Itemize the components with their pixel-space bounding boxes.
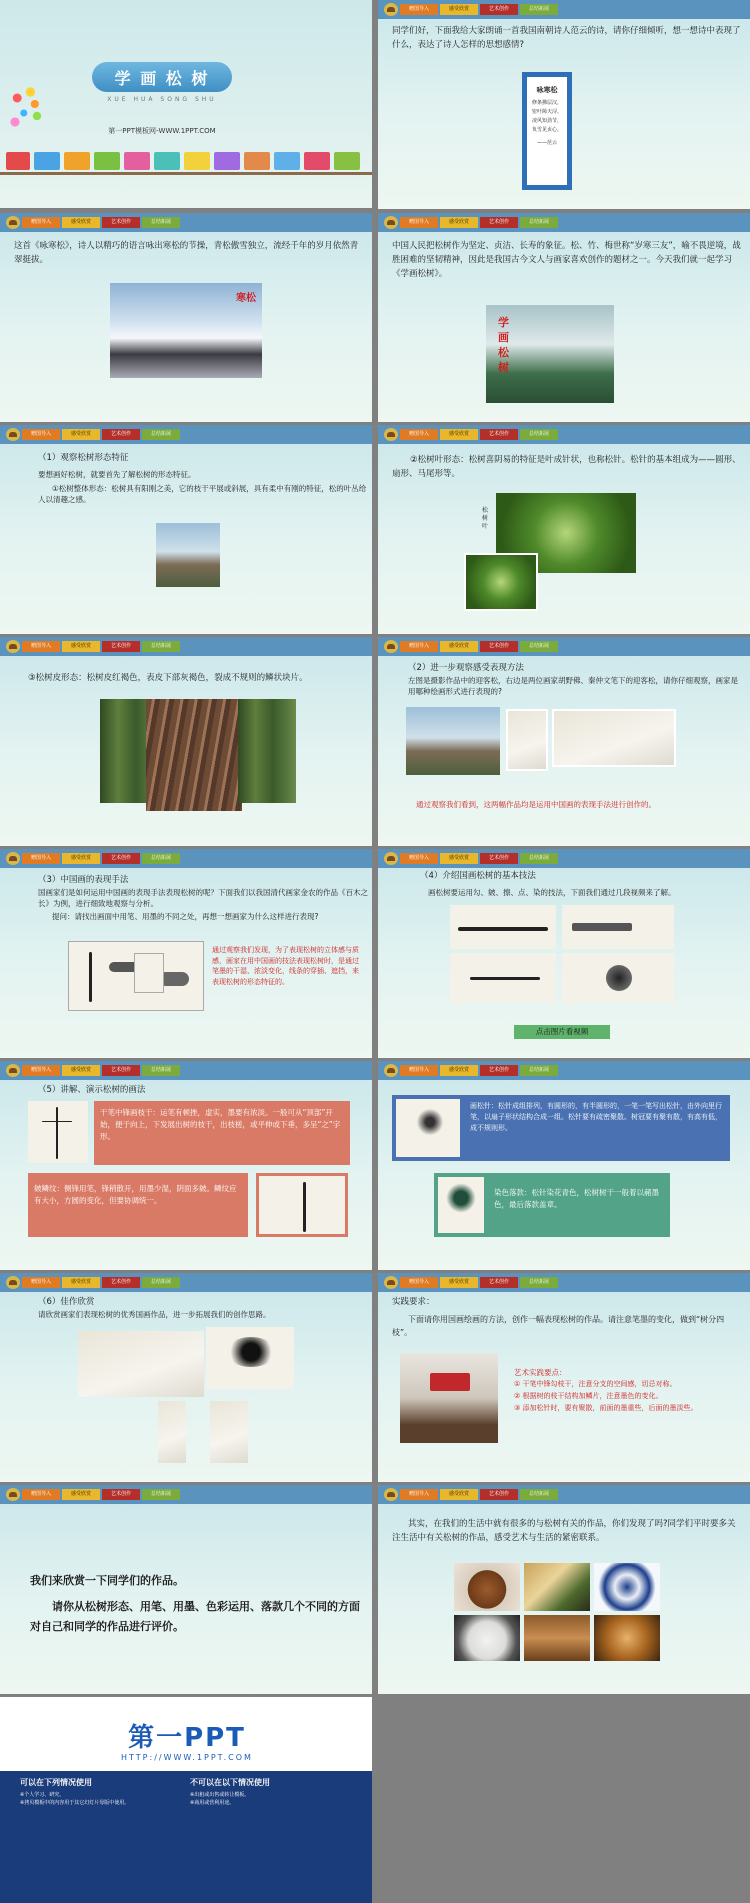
nav-tab-summary[interactable]: 总结拓展 xyxy=(142,853,180,864)
nav-tab-intro[interactable]: 赠图导入 xyxy=(22,217,60,228)
welcome-pine-painting xyxy=(552,709,676,767)
slide-poem xyxy=(378,0,750,209)
nav-tab-summary[interactable]: 总结拓展 xyxy=(142,1277,180,1288)
poem-title: 咏寒松 xyxy=(536,86,558,94)
nav-tab-appreciate[interactable]: 感受欣赏 xyxy=(440,1489,478,1500)
body-text: 国画家们是如何运用中国画的表现手法表现松树的呢？下面我们以我国清代画家金农的作品《百木之长》为例，进行细致地观察与分析。 xyxy=(38,888,368,908)
color-method-box: 染色落款：松针染花青色，松树树干一般着以赭墨色，最后落款盖章。 xyxy=(488,1173,670,1237)
can-use-line: ※个人学习、研究。 xyxy=(20,1792,65,1798)
slide-techniques xyxy=(378,849,750,1058)
watch-video-button[interactable]: 点击图片看视频 xyxy=(514,1025,610,1039)
nav-tab-create[interactable]: 艺术创作 xyxy=(102,641,140,652)
masterpiece-painting xyxy=(78,1331,204,1397)
bark-sketch xyxy=(256,1173,348,1237)
body-text: ②松树叶形态：松树喜阴易的特征是叶成针状，也称松针。松针的基本组成为——圆形、扇形、马尾形等。 xyxy=(392,455,741,479)
poem-line: 负雪见贞心。 xyxy=(531,127,562,133)
nav-bar xyxy=(0,637,372,656)
masterpiece-scroll xyxy=(158,1401,186,1463)
nav-bar xyxy=(378,1485,750,1504)
train-car xyxy=(184,152,210,170)
slide-needles xyxy=(378,425,750,634)
slide-bark xyxy=(0,637,372,846)
nav-tab-create[interactable]: 艺术创作 xyxy=(102,217,140,228)
cover-source: 第一PPT模板网-WWW.1PPT.COM xyxy=(108,127,216,135)
slide-cold-pine xyxy=(0,213,372,422)
nav-bar xyxy=(0,1273,372,1292)
logo-icon xyxy=(6,640,20,653)
train-car xyxy=(34,152,60,170)
train-car xyxy=(154,152,180,170)
logo-icon xyxy=(6,216,20,229)
nav-tab-appreciate[interactable]: 感受欣赏 xyxy=(440,641,478,652)
cup-photo xyxy=(454,1615,520,1661)
train-car xyxy=(334,152,360,170)
nav-tab-intro[interactable]: 赠图导入 xyxy=(22,1277,60,1288)
section-heading: 实践要求： xyxy=(392,1297,435,1307)
nav-tab-intro[interactable]: 赠图导入 xyxy=(400,1065,438,1076)
slide-symbol xyxy=(378,213,750,422)
nav-tab-create[interactable]: 艺术创作 xyxy=(480,217,518,228)
nav-tab-intro[interactable]: 赠图导入 xyxy=(400,1489,438,1500)
masterpiece-scroll xyxy=(210,1401,248,1463)
logo-icon xyxy=(6,428,20,441)
poem-scroll xyxy=(522,72,572,190)
slide-chinese-painting xyxy=(0,849,372,1058)
art-supplies-photo xyxy=(400,1353,498,1443)
nav-tab-summary[interactable]: 总结拓展 xyxy=(520,217,558,228)
logo-icon xyxy=(384,428,398,441)
colored-pine-sketch xyxy=(434,1173,488,1237)
nav-bar xyxy=(378,425,750,444)
body-text: 这首《咏寒松》，诗人以精巧的语言咏出寒松的节操，青松傲雪独立，流经千年的岁月依然青翠挺拔。 xyxy=(14,241,359,265)
nav-tab-summary[interactable]: 总结拓展 xyxy=(520,641,558,652)
nav-tab-create[interactable]: 艺术创作 xyxy=(480,1277,518,1288)
logo-icon xyxy=(6,1276,20,1289)
nav-tab-appreciate[interactable]: 感受欣赏 xyxy=(440,429,478,440)
slide-life-works xyxy=(378,1485,750,1694)
cannot-use-title: 不可以在以下情况使用 xyxy=(190,1778,270,1787)
video-thumbnail[interactable] xyxy=(450,953,556,1003)
footer-license xyxy=(0,1771,372,1903)
nav-tab-appreciate[interactable]: 感受欣赏 xyxy=(62,429,100,440)
nav-tab-create[interactable]: 艺术创作 xyxy=(480,4,518,15)
plate-photo xyxy=(594,1563,660,1611)
nav-bar xyxy=(0,213,372,232)
needle-sketch xyxy=(392,1095,464,1161)
nav-tab-summary[interactable]: 总结拓展 xyxy=(520,853,558,864)
question-text: 提问：请找出画面中用笔、用墨的不同之处，再想一想画家为什么这样进行表现? xyxy=(52,912,319,921)
cannot-use-line: ※商用或营利用途。 xyxy=(190,1800,235,1806)
body-text: 请欣赏画家们表现松树的优秀国画作品，进一步拓展我们的创作思路。 xyxy=(38,1310,271,1319)
logo-icon xyxy=(384,1488,398,1501)
tip-item: ① 干笔中锋勾枝干，注意分支的空间感，切忌对称。 xyxy=(514,1380,677,1388)
carving-photo xyxy=(524,1615,590,1661)
logo-icon xyxy=(384,3,398,16)
nav-tab-create[interactable]: 艺术创作 xyxy=(102,1277,140,1288)
slide-observe-form xyxy=(0,425,372,634)
slide-student-works xyxy=(0,1485,372,1694)
footer-panel xyxy=(0,1697,372,1903)
train-car xyxy=(244,152,270,170)
trunk-method-box: 干笔中锋画枝干：运笔有顿挫，虚实，墨要有浓淡。一般可从“顶部”开始，便于向上，下发展出树的枝干，出枝槎，或平伸或下垂，多呈“之”字形。 xyxy=(94,1101,350,1165)
needle-method-box: 画松针：松针成组排列，有圆形的，有半圆形的，一笔一笔写出松针，由外向里行笔，以扇子形状结构合成一组。松针要有疏密聚散。树冠要有聚有散，有高有低，成不规则形。 xyxy=(464,1095,730,1161)
tips-title: 艺术实践要点： xyxy=(514,1368,567,1377)
logo-icon xyxy=(6,852,20,865)
photo-label: 寒松 xyxy=(236,293,256,304)
train-engine xyxy=(6,152,30,170)
nav-tab-intro[interactable]: 赠图导入 xyxy=(400,217,438,228)
logo-icon xyxy=(384,852,398,865)
nav-tab-intro[interactable]: 赠图导入 xyxy=(400,1277,438,1288)
train-car xyxy=(274,152,300,170)
body-text: ③松树皮形态：松树皮红褐色，表皮下部灰褐色，裂成不规则的鳞状块片。 xyxy=(28,673,308,683)
heading-text: 我们来欣赏一下同学们的作品。 xyxy=(30,1574,184,1587)
slide-demo-method xyxy=(0,1061,372,1270)
train-car xyxy=(124,152,150,170)
body-text: ①松树整体形态：松树具有阳刚之美，它的枝干平展或斜展，具有柔中有刚的特征，松的叶丛给人以清趣之感。 xyxy=(38,484,367,504)
masterpiece-painting xyxy=(206,1327,294,1389)
nav-tab-summary[interactable]: 总结拓展 xyxy=(520,4,558,15)
mountain-pine-photo xyxy=(486,305,614,403)
body-text: 请你从松树形态、用笔、用墨、色彩运用、落款几个不同的方面对自己和同学的作品进行评价。 xyxy=(30,1600,360,1633)
body-text: 下面请你用国画绘画的方法，创作一幅表现松树的作品。请注意笔墨的变化，做到“树分四枝”。 xyxy=(392,1315,725,1337)
nav-tab-summary[interactable]: 总结拓展 xyxy=(142,217,180,228)
nav-tab-intro[interactable]: 赠图导入 xyxy=(22,1489,60,1500)
footer-url[interactable]: HTTP://WWW.1PPT.COM xyxy=(121,1753,253,1762)
train-car xyxy=(64,152,90,170)
nav-tab-summary[interactable]: 总结拓展 xyxy=(520,429,558,440)
logo-icon xyxy=(6,1488,20,1501)
logo-icon xyxy=(384,216,398,229)
poem-author: ——范云 xyxy=(536,140,557,146)
nav-tab-appreciate[interactable]: 感受欣赏 xyxy=(440,217,478,228)
logo-icon xyxy=(384,1064,398,1077)
nav-tab-create[interactable]: 艺术创作 xyxy=(480,1065,518,1076)
body-text: 要想画好松树，就要首先了解松树的形态特征。 xyxy=(38,470,196,479)
photo-label: 学画松树 xyxy=(498,316,509,374)
train-car xyxy=(304,152,330,170)
nav-tab-create[interactable]: 艺术创作 xyxy=(480,641,518,652)
nav-bar xyxy=(378,637,750,656)
nav-tab-summary[interactable]: 总结拓展 xyxy=(142,641,180,652)
nav-tab-create[interactable]: 艺术创作 xyxy=(102,853,140,864)
poem-line: 密叶障天浔。 xyxy=(531,109,562,115)
nav-bar xyxy=(378,1273,750,1292)
pine-needle-closeup xyxy=(464,553,538,611)
nav-tab-summary[interactable]: 总结拓展 xyxy=(520,1277,558,1288)
slide-expression xyxy=(378,637,750,846)
bark-closeup-photo xyxy=(146,699,242,811)
nav-tab-intro[interactable]: 赠图导入 xyxy=(400,853,438,864)
painting-detail xyxy=(134,953,164,993)
welcome-pine-photo xyxy=(406,707,500,775)
answer-text: 通过观察我们发现，为了表现松树的立体感与质感，画家在用中国画的技法表现松树时，是通过笔墨的干湿、浓淡变化，线条的穿插、遮挡，来表现松树的形态特征的。 xyxy=(212,946,359,986)
nav-tab-summary[interactable]: 总结拓展 xyxy=(520,1489,558,1500)
title-banner xyxy=(92,62,232,92)
body-text: 同学们好，下面我给大家朗诵一首我国南朝诗人范云的诗，请你仔细倾听，想一想诗中表现了什么，表达了诗人怎样的思想感情? xyxy=(392,26,741,50)
nav-tab-intro[interactable]: 赠图导入 xyxy=(400,429,438,440)
tip-item: ③ 添加松针时，要有聚散，前面的墨重些，后面的墨淡些。 xyxy=(514,1404,698,1412)
nav-tab-intro[interactable]: 赠图导入 xyxy=(400,4,438,15)
train-car xyxy=(214,152,240,170)
nav-bar xyxy=(378,213,750,232)
train-car xyxy=(94,152,120,170)
nav-tab-appreciate[interactable]: 感受欣赏 xyxy=(62,1065,100,1076)
nav-bar xyxy=(0,849,372,868)
nav-tab-intro[interactable]: 赠图导入 xyxy=(22,1065,60,1076)
cover-title: 学 画 松 树 xyxy=(114,68,210,88)
body-text: 中国人民把松树作为坚定、贞洁、长寿的象征。松、竹、梅世称“岁寒三友”，喻不畏逆境，战胜困难的坚韧精神，因此是我国古今文人与画家喜欢创作的题材之一。今天我们就一起学习《学画松树》。 xyxy=(392,241,741,279)
nav-tab-intro[interactable]: 赠图导入 xyxy=(400,641,438,652)
logo-icon xyxy=(384,1276,398,1289)
poem-line: 修条拂层汉， xyxy=(531,100,562,106)
cliff-pine-photo xyxy=(156,523,220,587)
slide-needles-color xyxy=(378,1061,750,1270)
slide-masterpieces xyxy=(0,1273,372,1482)
section-heading: （2）进一步观察感受表现方法 xyxy=(408,663,524,673)
nav-tab-intro[interactable]: 赠图导入 xyxy=(22,641,60,652)
nav-tab-create[interactable]: 艺术创作 xyxy=(480,429,518,440)
slide-cover xyxy=(0,0,372,208)
video-thumbnail[interactable] xyxy=(562,905,674,949)
slide-practice xyxy=(378,1273,750,1482)
nav-tab-appreciate[interactable]: 感受欣赏 xyxy=(62,1489,100,1500)
nav-tab-summary[interactable]: 总结拓展 xyxy=(142,1065,180,1076)
nav-tab-summary[interactable]: 总结拓展 xyxy=(142,429,180,440)
nav-tab-create[interactable]: 艺术创作 xyxy=(480,853,518,864)
cover-pinyin: XUE HUA SONG SHU xyxy=(107,96,217,103)
body-text: 左图是摄影作品中的迎客松，右边是两位画家胡野佛、秦仲文笔下的迎客松，请你仔细观察，画家是用哪种绘画形式进行表现的? xyxy=(408,676,738,696)
nav-tab-summary[interactable]: 总结拓展 xyxy=(142,1489,180,1500)
balloons-icon xyxy=(4,80,48,140)
logo-icon xyxy=(384,640,398,653)
section-heading: （4）介绍国画松树的基本技法 xyxy=(420,871,536,881)
video-thumbnail[interactable] xyxy=(450,905,556,949)
nav-tab-appreciate[interactable]: 感受欣赏 xyxy=(440,853,478,864)
scale-method-box: 皴鳞纹：侧锋用笔，锋稍散开，用墨少湿，阴面多皴。鳞纹应有大小，方圆的变化，但要协调统一。 xyxy=(28,1173,248,1237)
nav-tab-appreciate[interactable]: 感受欣赏 xyxy=(440,1065,478,1076)
needle-label: 松树叶 xyxy=(482,507,489,530)
cannot-use-line: ※出租或出售或转让模板。 xyxy=(190,1792,250,1798)
footer-logo: 第一PPT xyxy=(128,1723,246,1753)
nav-bar xyxy=(378,0,750,19)
can-use-title: 可以在下列情况使用 xyxy=(20,1778,92,1787)
nav-tab-create[interactable]: 艺术创作 xyxy=(480,1489,518,1500)
nav-tab-create[interactable]: 艺术创作 xyxy=(102,1065,140,1076)
fan-photo xyxy=(524,1563,590,1611)
nav-bar xyxy=(0,425,372,444)
nav-tab-appreciate[interactable]: 感受欣赏 xyxy=(440,4,478,15)
nav-tab-create[interactable]: 艺术创作 xyxy=(102,429,140,440)
nav-tab-intro[interactable]: 赠图导入 xyxy=(22,853,60,864)
nav-bar xyxy=(0,1485,372,1504)
nav-bar xyxy=(378,1061,750,1080)
nav-tab-summary[interactable]: 总结拓展 xyxy=(520,1065,558,1076)
trunk-sketch xyxy=(28,1101,88,1163)
snow-pine-photo xyxy=(110,283,262,378)
welcome-pine-painting xyxy=(506,709,548,771)
root-carving-photo xyxy=(594,1615,660,1661)
section-heading: （1）观察松树形态特征 xyxy=(38,453,129,463)
poem-line: 凌风知劲节， xyxy=(531,118,562,124)
tip-item: ② 根据树的枝干结构加鳞片，注意墨色的变化。 xyxy=(514,1392,663,1400)
nav-tab-appreciate[interactable]: 感受欣赏 xyxy=(62,641,100,652)
video-thumbnail[interactable] xyxy=(562,953,674,1003)
can-use-line: ※拷贝模板中的内容用于其它幻灯片母版中使用。 xyxy=(20,1800,130,1806)
section-heading: （6）佳作欣赏 xyxy=(38,1297,95,1307)
logo-icon xyxy=(6,1064,20,1077)
caption-text: 通过观察我们看到，这两幅作品均是运用中国画的表现手法进行创作的。 xyxy=(416,800,656,809)
nav-tab-create[interactable]: 艺术创作 xyxy=(102,1489,140,1500)
body-text: 其实，在我们的生活中就有很多的与松树有关的作品，你们发现了吗?同学们平时要多关注生活中有关松树的作品，感受艺术与生活的紧密联系。 xyxy=(392,1519,736,1543)
body-text: 画松树要运用勾、皴、擦、点、染的技法，下面我们通过几段视频来了解。 xyxy=(428,888,676,897)
section-heading: （5）讲解、演示松树的画法 xyxy=(38,1085,146,1095)
nav-bar xyxy=(378,849,750,868)
teapot-photo xyxy=(454,1563,520,1611)
forest-photo xyxy=(238,699,296,803)
nav-tab-appreciate[interactable]: 感受欣赏 xyxy=(62,1277,100,1288)
nav-tab-appreciate[interactable]: 感受欣赏 xyxy=(440,1277,478,1288)
nav-tab-intro[interactable]: 赠图导入 xyxy=(22,429,60,440)
nav-bar xyxy=(0,1061,372,1080)
nav-tab-appreciate[interactable]: 感受欣赏 xyxy=(62,853,100,864)
section-heading: （3）中国画的表现手法 xyxy=(38,875,129,885)
nav-tab-appreciate[interactable]: 感受欣赏 xyxy=(62,217,100,228)
